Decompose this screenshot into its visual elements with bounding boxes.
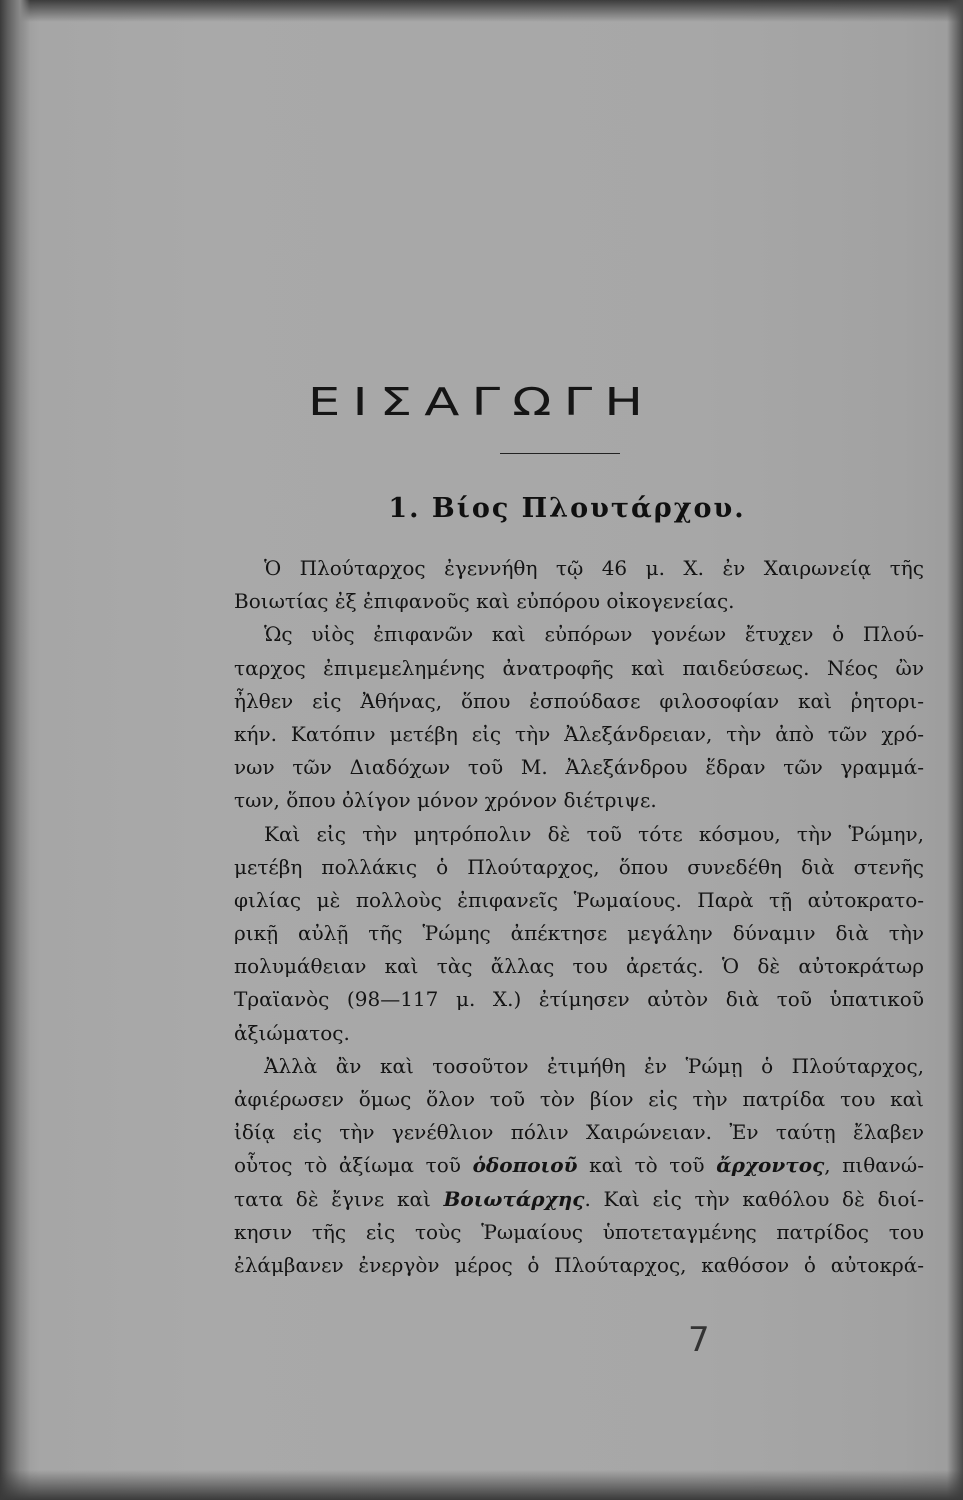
text-line: Βοιωτίας ἐξ ἐπιφανοῦς καὶ εὐπόρου οἰκογενείας. [234, 589, 735, 614]
text-fragment: οὗτος τὸ ἀξίωμα τοῦ [234, 1153, 473, 1178]
page-shadow-bottom [0, 1470, 963, 1500]
text-line: ἰδίᾳ εἰς τὴν γενέθλιον πόλιν Χαιρώνειαν. Ἐν ταύτῃ ἔλαβεν [234, 1120, 924, 1145]
text-line: ἀξιώματος. [234, 1020, 350, 1045]
text-line: πολυμάθειαν καὶ τὰς ἄλλας του ἀρετάς. Ὁ δὲ αὐτοκράτωρ [234, 954, 924, 979]
text-line: μετέβη πολλάκις ὁ Πλούταρχος, ὅπου συνεδέθη διὰ στενῆς [234, 854, 924, 879]
emphasized-term-odopoios: ὁδοποιοῦ [472, 1153, 578, 1178]
text-line: ἦλθεν εἰς Ἀθήνας, ὅπου ἐσπούδασε φιλοσοφίαν καὶ ῥητορι- [234, 688, 924, 713]
text-line: ρικῇ αὐλῇ τῆς Ῥώμης ἀπέκτησε μεγάλην δύναμιν διὰ τὴν [234, 921, 924, 946]
text-line-emphasis [234, 1149, 924, 1182]
page-title: ΕΙΣΑΓΩΓΗ [307, 380, 656, 424]
page-shadow-right [947, 0, 963, 1500]
text-fragment: τατα δὲ ἔγινε καὶ [234, 1186, 444, 1211]
text-line: ἀφιέρωσεν ὅμως ὅλον τοῦ τὸν βίον εἰς τὴν πατρίδα του καὶ [234, 1087, 924, 1111]
page-binding-edge [0, 0, 30, 1500]
text-line: ἐλάμβανεν ἐνεργὸν μέρος ὁ Πλούταρχος, καθόσον ὁ αὐτοκρά- [234, 1252, 924, 1277]
text-line: Ἀλλὰ ἂν καὶ τοσοῦτον ἐτιμήθη ἐν Ῥώμῃ ὁ Πλούταρχος, [264, 1053, 924, 1078]
text-line: φιλίας μὲ πολλοὺς ἐπιφανεῖς Ῥωμαίους. Παρὰ τῇ αὐτοκρατο- [234, 887, 924, 912]
text-line: Καὶ εἰς τὴν μητρόπολιν δὲ τοῦ τότε κόσμου, τὴν Ῥώμην, [264, 821, 924, 846]
text-line: Τραϊανὸς (98—117 μ. Χ.) ἐτίμησεν αὐτὸν διὰ τοῦ ὑπατικοῦ [234, 987, 924, 1012]
text-fragment: καὶ τὸ τοῦ [577, 1153, 717, 1178]
page-number-mark: 7 [688, 1320, 710, 1360]
page-shadow-top [0, 0, 963, 22]
section-heading: 1. Βίος Πλουτάρχου. [388, 493, 746, 524]
text-line: κησιν τῆς εἰς τοὺς Ῥωμαίους ὑποτεταγμένης πατρίδος του [234, 1219, 924, 1244]
title-divider [500, 453, 620, 454]
text-line-emphasis [234, 1183, 924, 1216]
text-line: Ὡς υἱὸς ἐπιφανῶν καὶ εὐπόρων γονέων ἔτυχεν ὁ Πλού- [264, 622, 924, 647]
text-line: κήν. Κατόπιν μετέβη εἰς τὴν Ἀλεξάνδρειαν, τὴν ἀπὸ τῶν χρό- [234, 721, 924, 746]
text-line: των, ὅπου ὀλίγον μόνον χρόνον διέτριψε. [234, 788, 657, 813]
emphasized-term-archon: ἄρχοντος [716, 1153, 825, 1178]
body-text [234, 552, 924, 1282]
text-line: ταρχος ἐπιμεμελημένης ἀνατροφῆς καὶ παιδεύσεως. Νέος ὢν [234, 655, 924, 680]
text-line: νων τῶν Διαδόχων τοῦ Μ. Ἀλεξάνδρου ἕδραν τῶν γραμμά- [234, 755, 924, 780]
text-fragment: . Καὶ εἰς τὴν καθόλου δὲ διοί- [584, 1186, 924, 1211]
emphasized-term-boiotarches: Βοιωτάρχης [443, 1186, 585, 1211]
text-line: Ὁ Πλούταρχος ἐγεννήθη τῷ 46 μ. Χ. ἐν Χαιρωνείᾳ τῆς [264, 556, 924, 580]
text-fragment: , πιθανώ- [824, 1153, 924, 1178]
